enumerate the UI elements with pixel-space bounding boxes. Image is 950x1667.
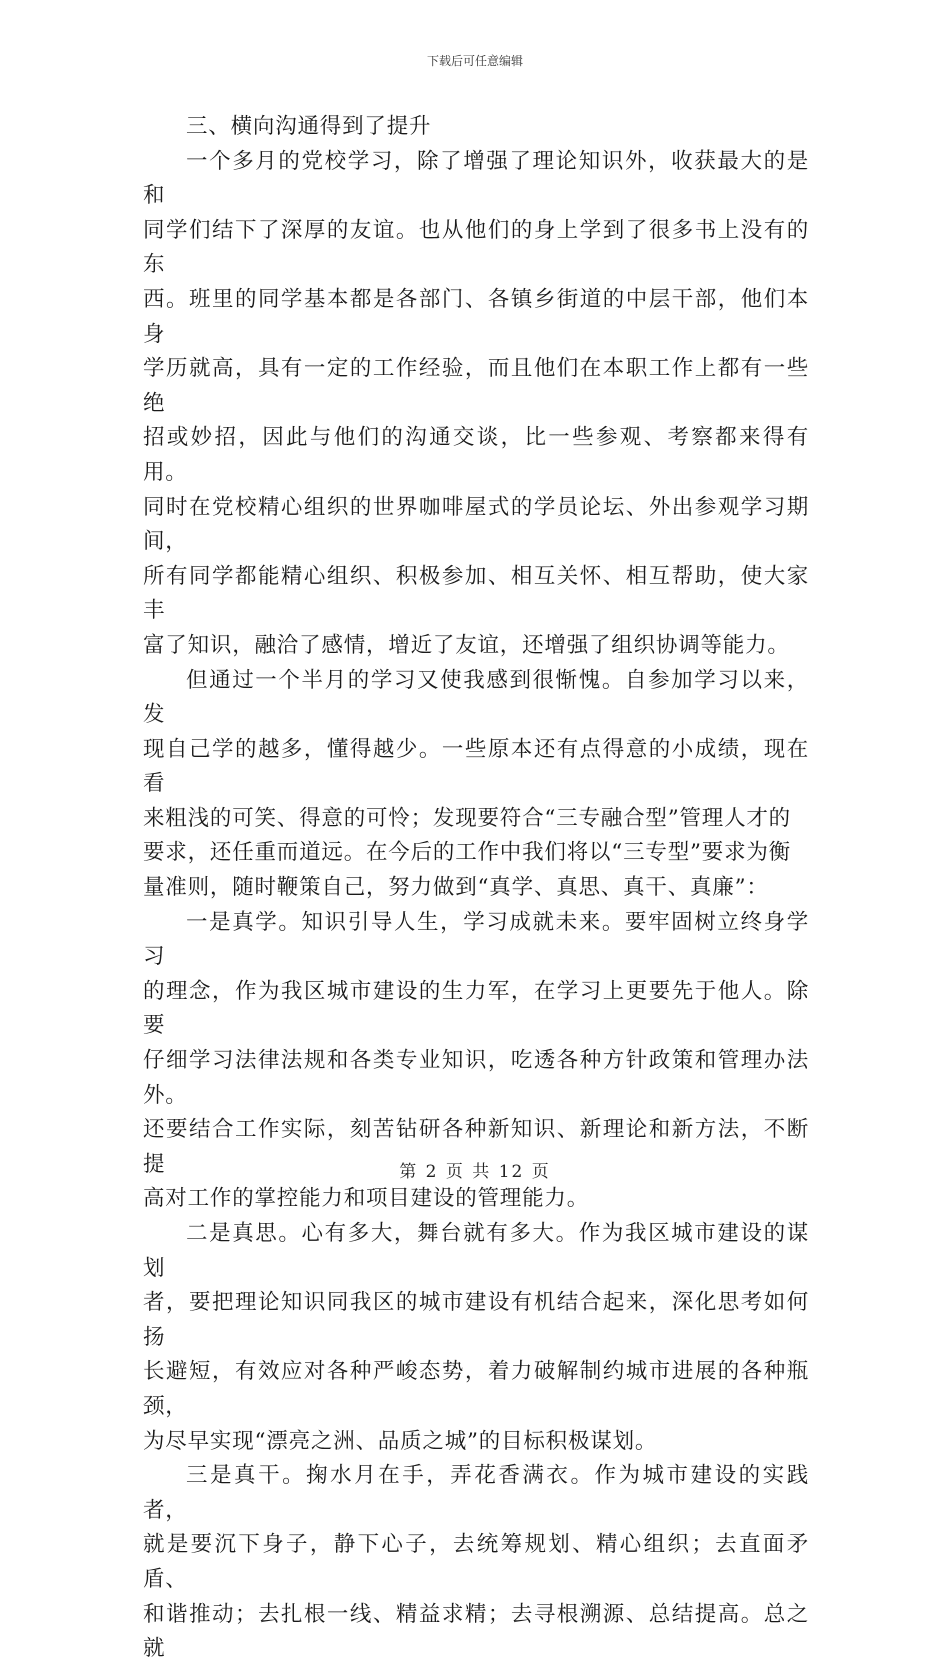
paragraph: 但通过一个半月的学习又使我感到很惭愧。自参加学习以来，发 现自己学的越多，懂得越少。一些原本还有点得意的小成绩，现在看 来粗浅的可笑、得意的可怜；发现要符合“三专融合型”管理人才的 要求，还任重而道远。在今后的工作中我们将以“三专型”要求为衡 量准则，随时鞭策自己，努力做到“真学、真思、真干、真廉”： xyxy=(143,667,809,901)
document-body xyxy=(143,110,809,1667)
page-number-footer: 第 2 页 共 12 页 xyxy=(399,1162,551,1182)
paragraph: 三是真干。掬水月在手，弄花香满衣。作为城市建设的实践者， 就是要沉下身子，静下心子，去统筹规划、精心组织；去直面矛盾、 和谐推动；去扎根一线、精益求精；去寻根溯源、总结提高。总之就 xyxy=(143,1463,809,1662)
paragraph: 二是真思。心有多大，舞台就有多大。作为我区城市建设的谋划 者，要把理论知识同我区的城市建设有机结合起来，深化思考如何扬 长避短，有效应对各种严峻态势，着力破解制约城市进展的各种瓶颈， 为尽早实现“漂亮之洲、品质之城”的目标积极谋划。 xyxy=(143,1221,809,1454)
paragraph: 一个多月的党校学习，除了增强了理论知识外，收获最大的是和 同学们结下了深厚的友谊。也从他们的身上学到了很多书上没有的东 西。班里的同学基本都是各部门、各镇乡街道的中层干部，他们本身 学历就高，具有一定的工作经验，而且他们在本职工作上都有一些绝 招或妙招，因此与他们的沟通交谈，比一些参观、考察都来得有用。 同时在党校精心组织的世界咖啡屋式的学员论坛、外出参观学习期间， 所有同学都能精心组织、积极参加、相互关怀、相互帮助，使大家丰 富了知识，融洽了感情，增近了友谊，还增强了组织协调等能力。 xyxy=(143,148,809,658)
page-header: 下载后可任意编辑 xyxy=(426,54,523,68)
section-heading: 三、横向沟通得到了提升 xyxy=(186,114,432,139)
paragraph: 一是真学。知识引导人生，学习成就未来。要牢固树立终身学习 的理念，作为我区城市建设的生力军，在学习上更要先于他人。除要 仔细学习法律法规和各类专业知识，吃透各种方针政策和管理办法外。 还要结合工作实际，刻苦钻研各种新知识、新理论和新方法，不断提 高对工作的掌控能力和项目建设的管理能力。 xyxy=(143,909,809,1212)
